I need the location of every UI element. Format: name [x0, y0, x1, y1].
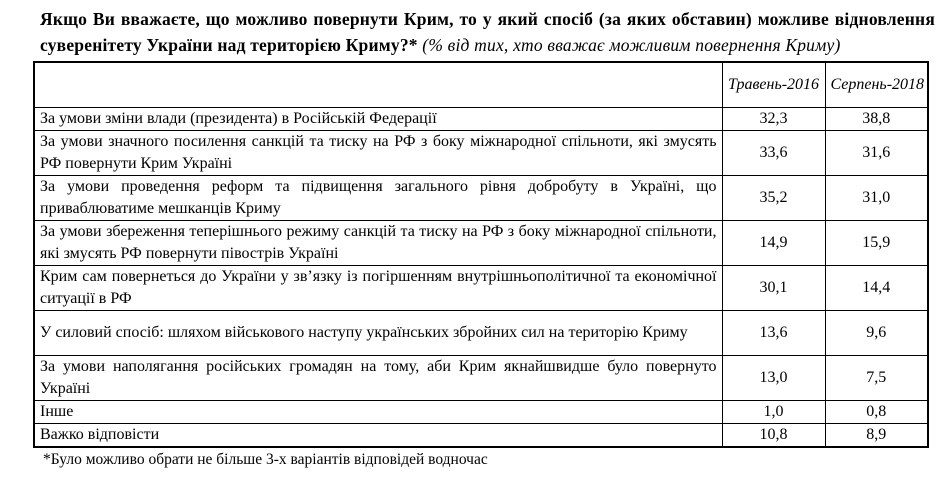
table-row [34, 108, 928, 131]
value-may-2016: 13,6 [722, 311, 825, 356]
row-label: За умови проведення реформ та підвищення загального рівня добробуту в Україні, що приваблюватиме мешканців Криму [34, 176, 722, 221]
value-aug-2018: 0,8 [825, 401, 928, 424]
value-aug-2018: 7,5 [825, 356, 928, 401]
row-label: У силовий спосіб: шляхом військового наступу українських збройних сил на територію Криму [34, 311, 722, 356]
table-row [34, 221, 928, 266]
row-label: За умови зміни влади (президента) в Російській Федерації [34, 108, 722, 131]
value-may-2016: 30,1 [722, 266, 825, 311]
value-aug-2018: 15,9 [825, 221, 928, 266]
value-may-2016: 14,9 [722, 221, 825, 266]
question-text-bold: Якщо Ви вважаєте, що можливо повернути Крим, то у який спосіб (за яких обставин) можливе відновлення суверенітету України над територією Криму?* [40, 9, 935, 55]
table-footnote: *Було можливо обрати не більше 3-х варіантів відповідей водночас [43, 451, 488, 468]
survey-question-title [40, 6, 935, 58]
value-may-2016: 10,8 [722, 424, 825, 448]
value-may-2016: 35,2 [722, 176, 825, 221]
survey-results-table [33, 61, 929, 448]
value-may-2016: 33,6 [722, 131, 825, 176]
header-row [34, 62, 928, 108]
table-row [34, 131, 928, 176]
table-row [34, 401, 928, 424]
value-aug-2018: 9,6 [825, 311, 928, 356]
row-label: За умови значного посилення санкцій та тиску на РФ з боку міжнародної спільноти, які змусять РФ повернути Крим Україні [34, 131, 722, 176]
value-aug-2018: 31,6 [825, 131, 928, 176]
value-aug-2018: 31,0 [825, 176, 928, 221]
table-row [34, 176, 928, 221]
header-may-2016: Травень-2016 [722, 62, 825, 108]
table-row [34, 311, 928, 356]
value-may-2016: 1,0 [722, 401, 825, 424]
value-aug-2018: 8,9 [825, 424, 928, 448]
row-label: Крим сам повернеться до України у зв’язку із погіршенням внутрішньополітичної та економічної ситуації в РФ [34, 266, 722, 311]
value-may-2016: 13,0 [722, 356, 825, 401]
question-note-italic: (% від тих, хто вважає можливим повернення Криму) [422, 35, 841, 55]
value-aug-2018: 14,4 [825, 266, 928, 311]
value-may-2016: 32,3 [722, 108, 825, 131]
row-label: За умови наполягання російських громадян на тому, аби Крим якнайшвидше було повернуто Україні [34, 356, 722, 401]
header-empty-cell [34, 62, 722, 108]
row-label: За умови збереження теперішнього режиму санкцій та тиску на РФ з боку міжнародної спільноти, які змусять РФ повернути півострів Україні [34, 221, 722, 266]
row-label: Інше [34, 401, 722, 424]
table-row [34, 424, 928, 448]
table-row [34, 266, 928, 311]
header-aug-2018: Серпень-2018 [825, 62, 928, 108]
table-row [34, 356, 928, 401]
row-label: Важко відповісти [34, 424, 722, 448]
value-aug-2018: 38,8 [825, 108, 928, 131]
